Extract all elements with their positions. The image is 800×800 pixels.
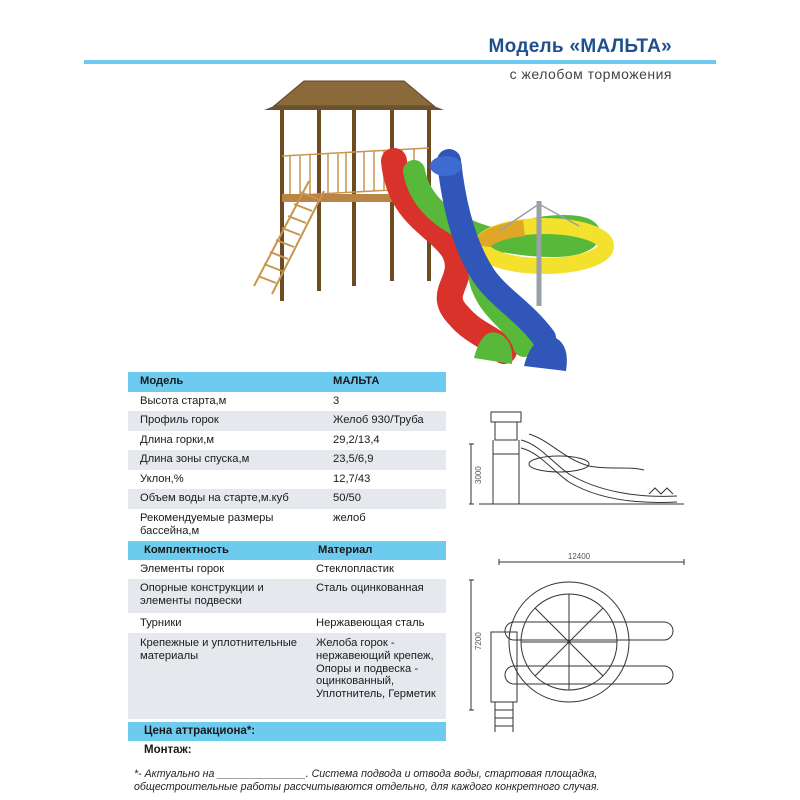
material-value: Сталь оцинкованная	[316, 582, 424, 594]
spec-value: 23,5/6,9	[333, 453, 374, 465]
brochure-page	[84, 0, 716, 800]
table-row	[128, 392, 446, 412]
spec-value: желоб	[333, 511, 366, 524]
page-title: Модель «МАЛЬТА»	[488, 36, 672, 57]
spec-label: Уклон,%	[140, 472, 184, 485]
slide-illustration	[224, 76, 624, 376]
spec-label: Объем воды на старте,м.куб	[140, 492, 289, 504]
footnote-line-1: *- Актуально на _______________. Система подвода и отвода воды, стартовая площадка,	[134, 768, 598, 780]
spec-label: Профиль горок	[140, 414, 219, 426]
spec-value: 3	[333, 394, 340, 407]
spec-label: Длина горки,м	[140, 433, 215, 446]
table-row	[128, 633, 446, 719]
spec-value: 12,7/43	[333, 472, 371, 485]
table-row	[128, 579, 446, 613]
material-label: Крепежные и уплотнительные материалы	[140, 637, 297, 662]
table-row	[128, 470, 446, 490]
table-row	[128, 411, 446, 431]
page-subtitle: с желобом торможения	[509, 66, 672, 82]
title-divider	[84, 60, 716, 64]
width-dimension-label: 7200	[474, 632, 483, 650]
footnote-line-2: общестроительные работы рассчитываются отдельно, для каждого конкретного случая.	[134, 781, 600, 793]
spec-label: Длина зоны спуска,м	[140, 453, 250, 465]
table-row	[128, 489, 446, 509]
material-label: Элементы горок	[140, 563, 225, 575]
spec-value: Желоб 930/Труба	[333, 414, 424, 426]
table-row	[128, 450, 446, 470]
mounting-label: Монтаж:	[144, 744, 192, 756]
spec-label: Рекомендуемые размеры бассейна,м	[140, 511, 274, 537]
table-row	[128, 431, 446, 451]
specs-table	[128, 372, 446, 547]
side-elevation-drawing	[469, 404, 691, 514]
material-value: Стеклопластик	[316, 563, 394, 575]
spec-label: Высота старта,м	[140, 394, 227, 407]
price-band	[128, 722, 446, 741]
height-dimension-label: 3000	[474, 466, 483, 484]
spec-value: 29,2/13,4	[333, 433, 380, 446]
material-label: Турники	[140, 617, 182, 629]
material-value: Нержавеющая сталь	[316, 617, 425, 629]
materials-table	[128, 541, 446, 719]
footnote	[134, 768, 694, 794]
table-row	[128, 613, 446, 633]
specs-header-row	[128, 372, 446, 392]
specs-header-label: Модель	[140, 375, 184, 387]
materials-header-label: Комплектность	[144, 544, 229, 556]
plan-view-drawing	[469, 550, 691, 740]
price-label: Цена аттракциона*:	[144, 725, 256, 737]
specs-header-value: МАЛЬТА	[333, 375, 380, 387]
length-dimension-label: 12400	[567, 552, 591, 561]
spec-value: 50/50	[333, 492, 361, 504]
table-row	[128, 560, 446, 579]
materials-header-value: Материал	[318, 544, 373, 556]
material-value: Желоба горок - нержавеющий крепеж, Опоры и подвеска - оцинкованный, Уплотнитель, Герметик	[316, 637, 436, 701]
material-label: Опорные конструкции и элементы подвески	[140, 582, 264, 607]
materials-header-row	[128, 541, 446, 560]
